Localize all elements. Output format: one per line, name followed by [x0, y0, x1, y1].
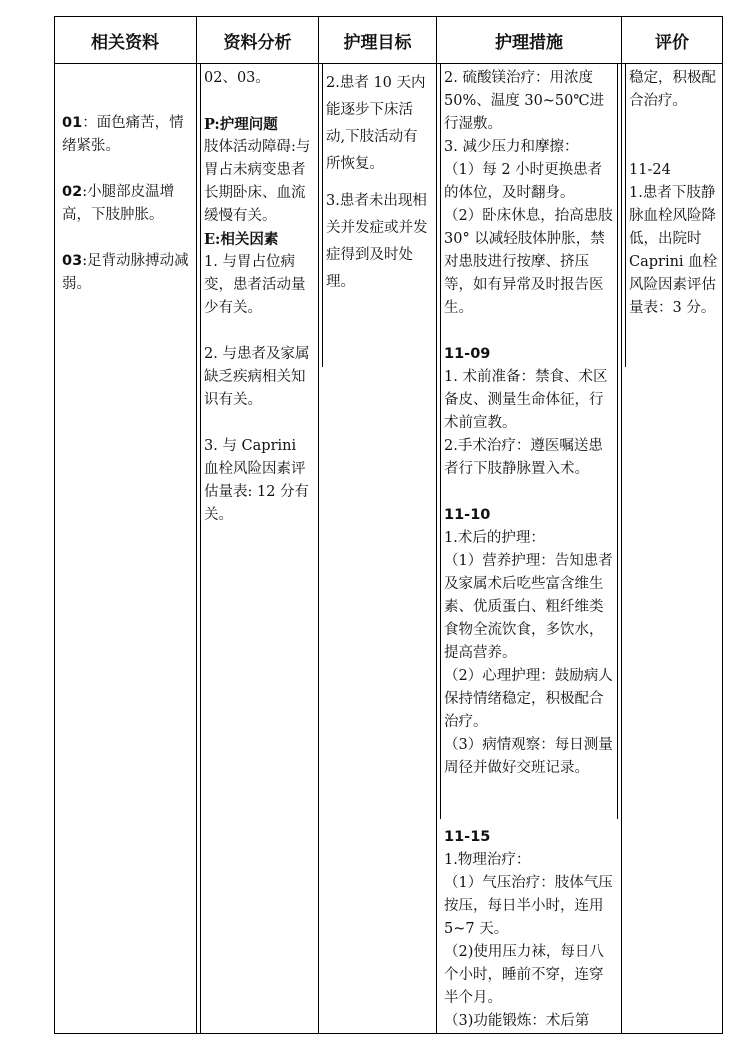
col-border	[196, 16, 197, 1034]
col-border	[722, 16, 723, 1034]
col-double-border	[617, 63, 618, 819]
factor-item: 2. 与患者及家属缺乏疾病相关知识有关。	[204, 346, 310, 408]
related-data-cell	[62, 112, 190, 296]
measure-item: 1.物理治疗：	[444, 852, 531, 868]
col-border	[621, 16, 622, 1034]
measure-item: 1. 术前准备：禁食、术区备皮、测量生命体征，行术前宣教。	[444, 369, 608, 431]
col-double-border	[440, 63, 441, 819]
goal-item: 2.患者 10 天内能逐步下床活动,下肢活动有所恢复。	[326, 75, 426, 172]
measure-date: 11-10	[444, 507, 491, 523]
factor-item: 3. 与 Caprini 血栓风险因素评估量表: 12 分有关。	[204, 438, 310, 523]
col-double-border	[200, 63, 201, 1034]
col-double-border	[625, 63, 626, 367]
analysis-codes: 02、03。	[204, 70, 270, 86]
measure-item: 2.手术治疗：遵医嘱送患者行下肢静脉置入术。	[444, 438, 603, 477]
col-border	[436, 16, 437, 1034]
table-bottom-border	[54, 1033, 723, 1034]
header-nursing-measures: 护理措施	[495, 32, 563, 53]
nursing-goal-cell	[326, 70, 432, 296]
measure-item: 2. 硫酸镁治疗：用浓度50%、温度 30~50℃进行湿敷。	[444, 70, 605, 132]
related-item: 03:足背动脉搏动减弱。	[62, 253, 189, 292]
measure-item: 1.术后的护理：	[444, 530, 545, 546]
header-nursing-goal: 护理目标	[343, 32, 412, 53]
measure-item: （2）心理护理：鼓励病人保持情绪稳定，积极配合治疗。	[444, 668, 613, 730]
goal-item: 3.患者未出现相关并发症或并发症得到及时处理。	[326, 193, 428, 290]
measure-item: （3）病情观察：每日测量周径并做好交班记录。	[444, 737, 613, 776]
header-related-data: 相关资料	[91, 32, 159, 53]
data-analysis-cell	[204, 67, 314, 527]
measure-date: 11-15	[444, 829, 491, 845]
factor-item: 1. 与胃占位病变，患者活动量少有关。	[204, 254, 306, 316]
col-border	[318, 16, 319, 1034]
measure-item: （2)使用压力袜，每日八个小时，睡前不穿，连穿半个月。	[444, 944, 604, 1006]
related-item: 02:小腿部皮温增高，下肢肿胀。	[62, 184, 175, 223]
related-item: 01：面色痛苦，情绪紧张。	[62, 115, 184, 154]
nursing-care-table	[54, 16, 723, 1034]
col-double-border	[322, 63, 323, 367]
measure-date: 11-09	[444, 346, 491, 362]
evaluation-item: 1.患者下肢静脉血栓风险降低，出院时 Caprini 血栓风险因素评估量表：3 分。	[629, 185, 718, 316]
measure-item: （1）每 2 小时更换患者的体位，及时翻身。	[444, 162, 603, 201]
measure-item: （3)功能锻炼：术后第	[444, 1013, 590, 1029]
factors-heading: E:相关因素	[204, 231, 279, 248]
evaluation-cell	[629, 67, 719, 320]
evaluation-date: 11-24	[629, 162, 671, 178]
col-border	[54, 16, 55, 1034]
measure-item: （1）气压治疗：肢体气压按压，每日半小时，连用 5~7 天。	[444, 875, 613, 937]
problem-text: 肢体活动障碍:与胃占未病变患者长期卧床、血流缓慢有关。	[204, 139, 311, 224]
evaluation-item: 稳定，积极配合治疗。	[629, 70, 716, 109]
problem-heading: P:护理问题	[204, 116, 278, 133]
header-evaluation: 评价	[655, 32, 689, 53]
measure-item: （2）卧床休息，抬高患肢 30° 以减轻肢体肿胀，禁对患肢进行按摩、挤压等，如有异常及时报告医生。	[444, 208, 613, 316]
measure-item: （1）营养护理：告知患者及家属术后吃些富含维生素、优质蛋白、粗纤维类食物全流饮食，多饮水，提高营养。	[444, 553, 613, 661]
measure-item: 3. 减少压力和摩擦：	[444, 139, 579, 155]
nursing-measures-cell	[444, 67, 616, 1033]
header-data-analysis: 资料分析	[223, 32, 292, 53]
